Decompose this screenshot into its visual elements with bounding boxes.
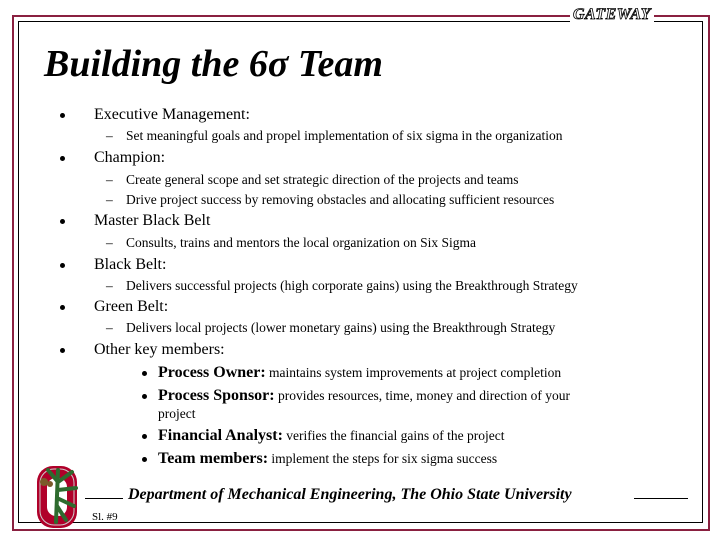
sub-bullet: – Delivers successful projects (high corporate gains) using the Breakthrough Strategy bbox=[106, 278, 578, 293]
sub-bullet-text: Delivers local projects (lower monetary gains) using the Breakthrough Strategy bbox=[126, 320, 556, 335]
member-desc: verifies the financial gains of the project bbox=[286, 428, 505, 443]
member-role: Process Sponsor: bbox=[158, 387, 275, 404]
gateway-logo: GATEWAY bbox=[570, 6, 654, 24]
bullet-icon bbox=[142, 371, 147, 376]
bullet-label: Green Belt: bbox=[94, 298, 169, 315]
bullet-icon bbox=[60, 156, 65, 161]
sub-bullet-text: Drive project success by removing obstacles and allocating sufficient resources bbox=[126, 192, 555, 207]
sub-bullet: – Consults, trains and mentors the local organization on Six Sigma bbox=[106, 235, 476, 250]
bullet-icon bbox=[60, 305, 65, 310]
bullet-label: Champion: bbox=[94, 149, 166, 166]
ohio-state-logo-icon bbox=[34, 462, 84, 532]
footer-rule-left bbox=[85, 498, 123, 499]
slide-title: Building the 6σ Team bbox=[44, 43, 383, 85]
bullet-icon bbox=[60, 113, 65, 118]
bullet-icon bbox=[142, 457, 147, 462]
sub-bullet: – Set meaningful goals and propel implementation of six sigma in the organization bbox=[106, 128, 563, 143]
member-role: Financial Analyst: bbox=[158, 427, 283, 444]
member-role: Process Owner: bbox=[158, 364, 266, 381]
bullet-label: Master Black Belt bbox=[94, 212, 211, 229]
member-desc: maintains system improvements at project completion bbox=[269, 365, 562, 380]
slide-number: Sl. #9 bbox=[92, 511, 118, 523]
bullet-icon bbox=[142, 394, 147, 399]
bullet-icon bbox=[142, 434, 147, 439]
bullet-icon bbox=[60, 348, 65, 353]
sub-bullet: – Create general scope and set strategic direction of the projects and teams bbox=[106, 172, 519, 187]
member-desc: implement the steps for six sigma success bbox=[271, 451, 498, 466]
sub-bullet-text: Delivers successful projects (high corporate gains) using the Breakthrough Strategy bbox=[126, 278, 578, 293]
member-desc: provides resources, time, money and direction of your bbox=[277, 388, 571, 403]
member-desc: project bbox=[158, 406, 196, 421]
sub-bullet-text: Create general scope and set strategic direction of the projects and teams bbox=[126, 172, 519, 187]
sub-bullet: – Delivers local projects (lower monetary gains) using the Breakthrough Strategy bbox=[106, 320, 556, 335]
sub-bullet-text: Consults, trains and mentors the local organization on Six Sigma bbox=[126, 235, 476, 250]
member-role: Team members: bbox=[158, 450, 269, 467]
bullet-label: Other key members: bbox=[94, 341, 225, 358]
bullet-label: Black Belt: bbox=[94, 256, 167, 273]
sub-bullet: – Drive project success by removing obstacles and allocating sufficient resources bbox=[106, 192, 555, 207]
bullet-icon bbox=[60, 219, 65, 224]
footer-department: Department of Mechanical Engineering, The Ohio State University bbox=[128, 486, 572, 503]
footer-rule-right bbox=[634, 498, 688, 499]
sub-bullet-text: Set meaningful goals and propel implementation of six sigma in the organization bbox=[126, 128, 563, 143]
bullet-label: Executive Management: bbox=[94, 106, 250, 123]
bullet-icon bbox=[60, 263, 65, 268]
